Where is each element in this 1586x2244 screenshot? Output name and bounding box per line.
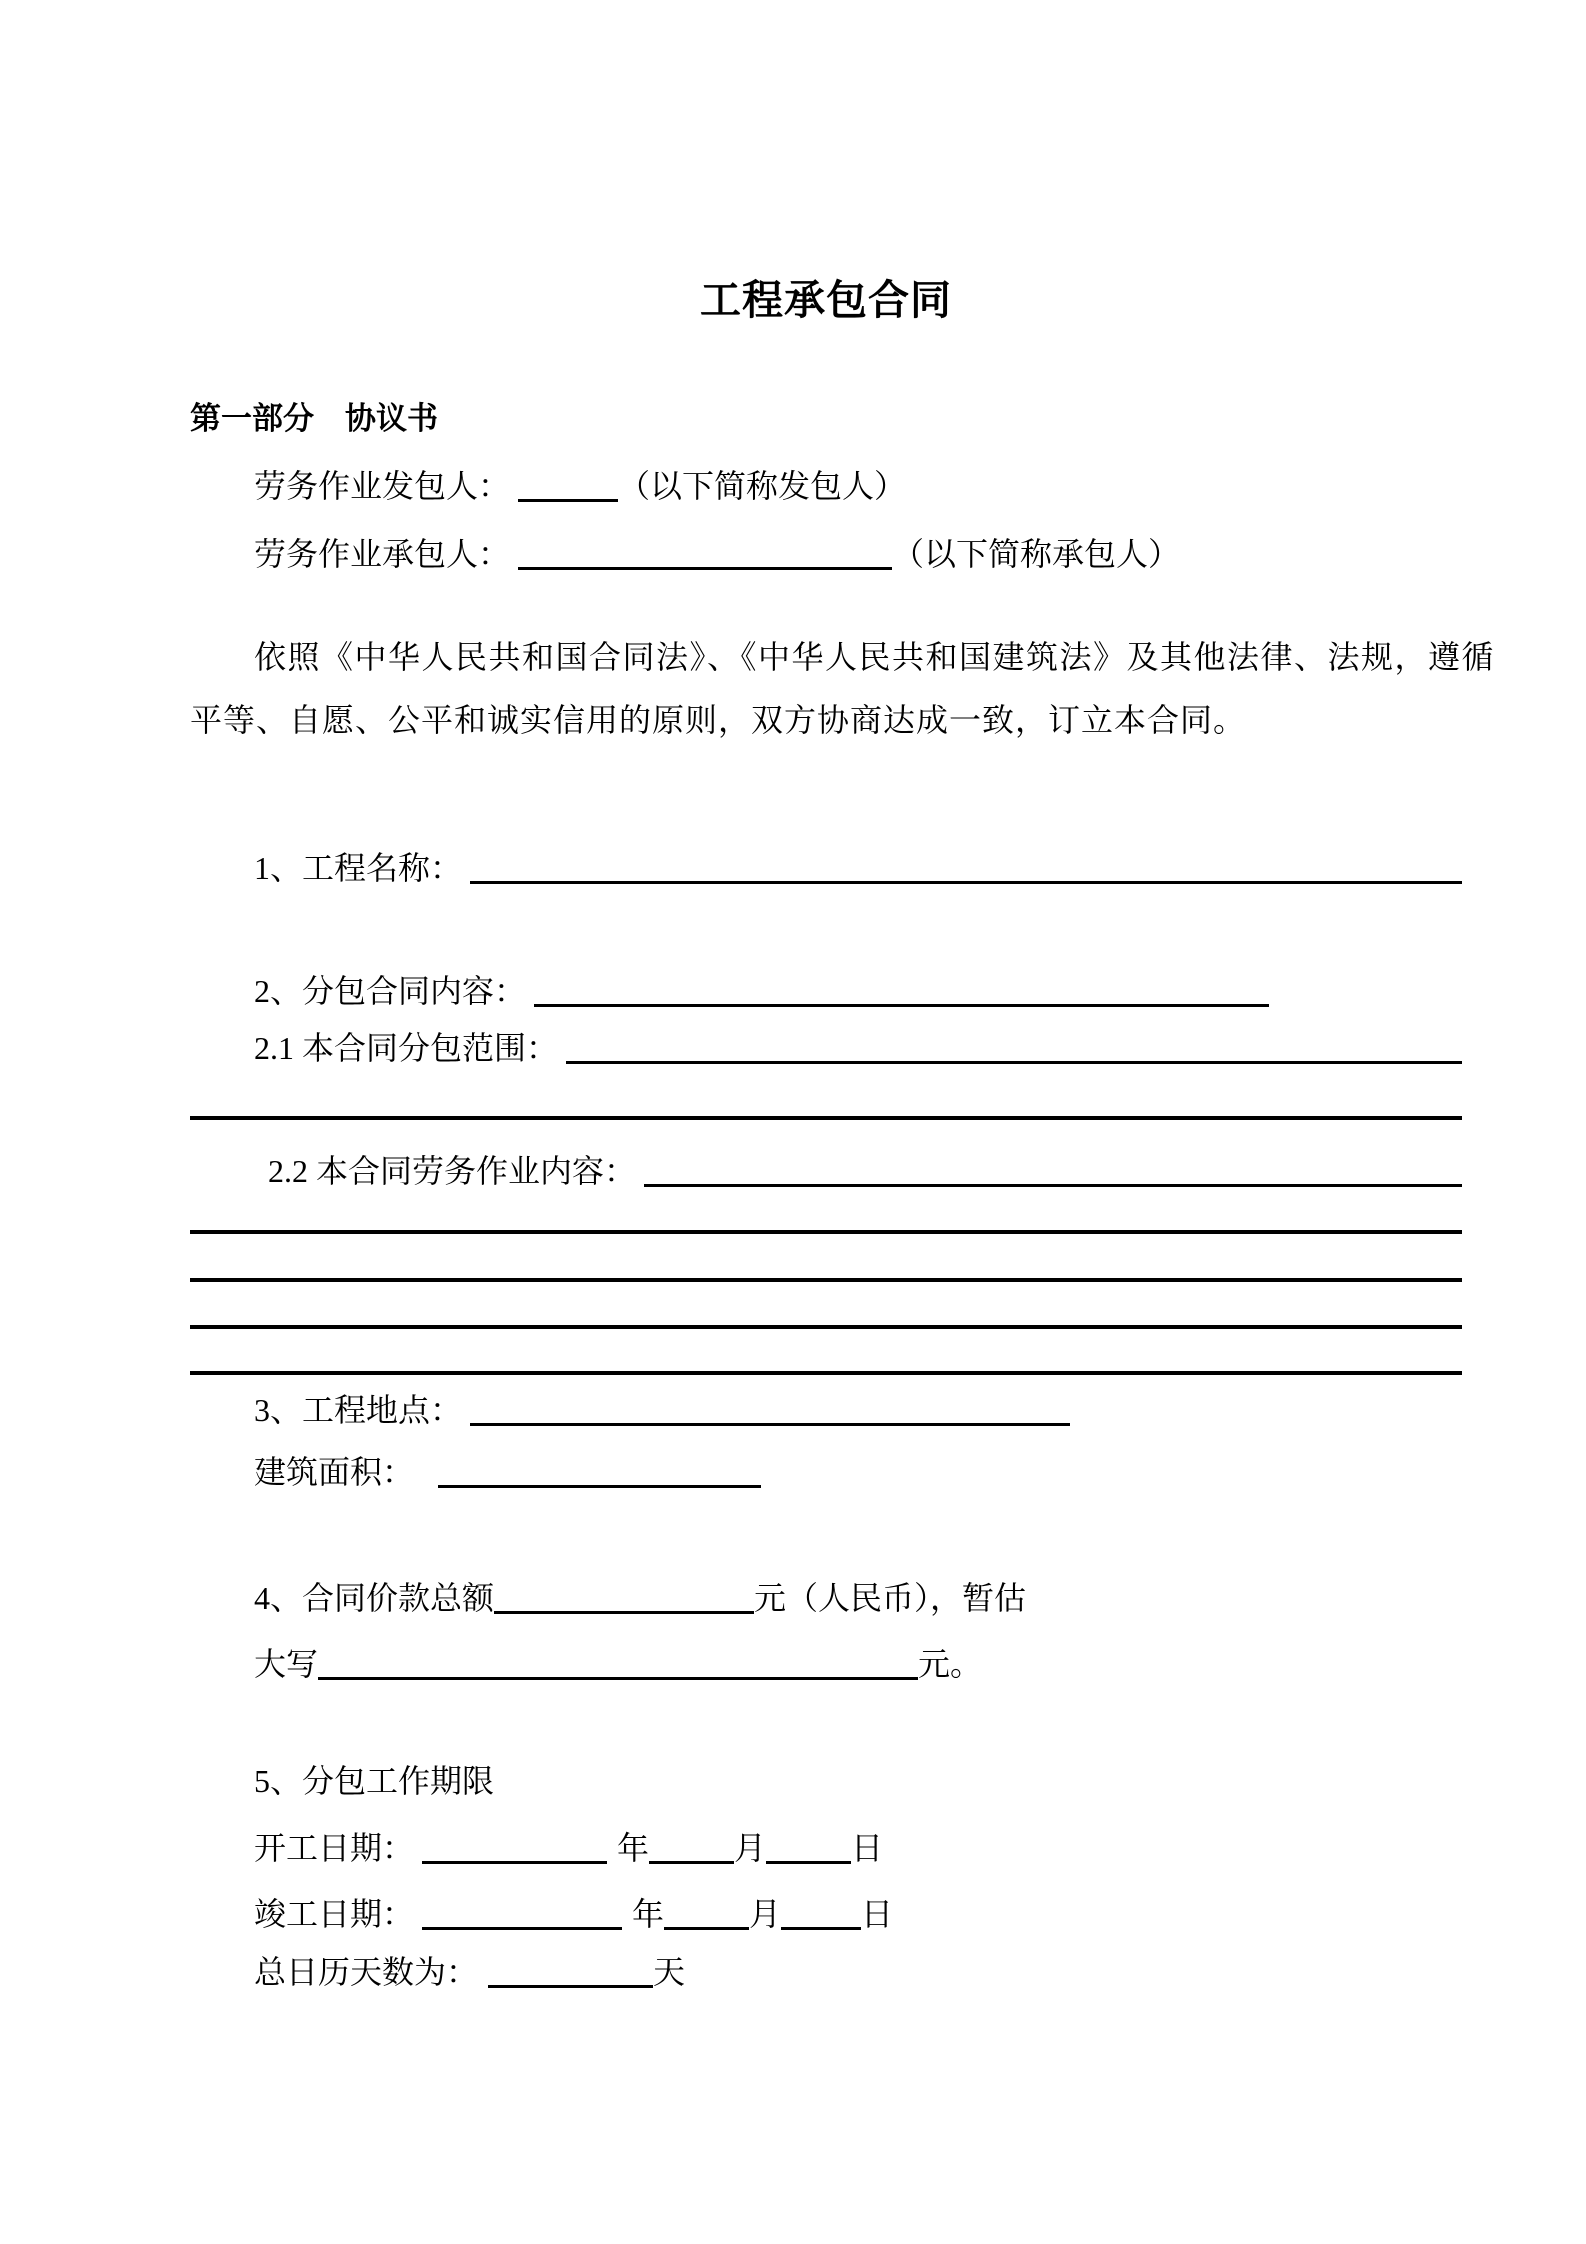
finish-day-label: 日 (861, 1896, 894, 1932)
fill-line-2[interactable] (190, 1230, 1462, 1234)
finish-year-blank[interactable] (422, 1922, 622, 1930)
contractor-note: （以下简称承包人） (892, 536, 1181, 572)
building-area-blank[interactable] (438, 1480, 761, 1488)
start-date-label: 开工日期： (254, 1830, 415, 1866)
clause2-1-row (254, 1022, 1462, 1064)
employer-name-blank[interactable] (518, 494, 618, 502)
total-days-label: 总日历天数为： (254, 1954, 479, 1990)
clause2-label: 2、分包合同内容： (254, 973, 527, 1009)
fill-line-4[interactable] (190, 1325, 1462, 1329)
capital-amount-blank[interactable] (318, 1672, 918, 1680)
subcontract-scope-blank[interactable] (566, 1056, 1462, 1064)
finish-day-blank[interactable] (781, 1922, 861, 1930)
start-date-row (254, 1822, 883, 1864)
project-name-blank[interactable] (470, 876, 1462, 884)
fill-line-3[interactable] (190, 1278, 1462, 1282)
clause2-2-row (268, 1145, 1462, 1187)
start-day-blank[interactable] (766, 1856, 851, 1864)
clause4-row-1 (254, 1572, 1026, 1614)
contractor-label: 劳务作业承包人： (254, 536, 511, 572)
fill-line-1[interactable] (190, 1116, 1462, 1120)
building-area-row (254, 1446, 761, 1488)
start-day-label: 日 (851, 1830, 884, 1866)
total-days-blank[interactable] (488, 1980, 653, 1988)
employer-row (254, 460, 906, 502)
labor-content-blank[interactable] (644, 1179, 1462, 1187)
clause2-2-label: 2.2 本合同劳务作业内容： (268, 1153, 637, 1189)
start-month-label: 月 (734, 1830, 767, 1866)
building-area-label: 建筑面积： (254, 1454, 415, 1490)
document-title: 工程承包合同 (700, 277, 952, 323)
total-price-blank[interactable] (494, 1606, 754, 1614)
clause1-label: 1、工程名称： (254, 850, 463, 886)
clause5-heading: 5、分包工作期限 (254, 1763, 495, 1799)
clause3-label: 3、工程地点： (254, 1392, 463, 1428)
finish-date-label: 竣工日期： (254, 1896, 415, 1932)
finish-month-label: 月 (749, 1896, 782, 1932)
clause2-row (254, 965, 1269, 1007)
start-year-blank[interactable] (422, 1856, 607, 1864)
project-location-blank[interactable] (470, 1418, 1070, 1426)
capital-amount-label: 大写 (254, 1646, 319, 1682)
clause3-row (254, 1384, 1070, 1426)
start-year-label: 年 (617, 1830, 650, 1866)
employer-note: （以下简称发包人） (618, 468, 907, 504)
start-month-blank[interactable] (649, 1856, 734, 1864)
preamble-line-2: 平等、自愿、公平和诚实信用的原则，双方协商达成一致，订立本合同。 (190, 702, 1247, 738)
capital-unit: 元。 (918, 1646, 983, 1682)
contractor-row (254, 528, 1180, 570)
finish-date-row (254, 1888, 893, 1930)
total-days-unit: 天 (653, 1954, 686, 1990)
clause4-unit-note: 元（人民币），暂估 (754, 1580, 1027, 1616)
clause4-row-2 (254, 1638, 982, 1680)
part1-heading: 第一部分 协议书 (190, 401, 438, 436)
clause1-row (254, 842, 1462, 884)
total-days-row (254, 1946, 685, 1988)
finish-year-label: 年 (632, 1896, 665, 1932)
clause2-1-label: 2.1 本合同分包范围： (254, 1030, 559, 1066)
preamble-line-1: 依照《中华人民共和国合同法》、《中华人民共和国建筑法》及其他法律、法规，遵循 (254, 639, 1496, 675)
subcontract-content-blank[interactable] (534, 999, 1269, 1007)
finish-month-blank[interactable] (664, 1922, 749, 1930)
clause4-label: 4、合同价款总额 (254, 1580, 495, 1616)
fill-line-5[interactable] (190, 1371, 1462, 1375)
contractor-name-blank[interactable] (518, 562, 892, 570)
employer-label: 劳务作业发包人： (254, 468, 511, 504)
